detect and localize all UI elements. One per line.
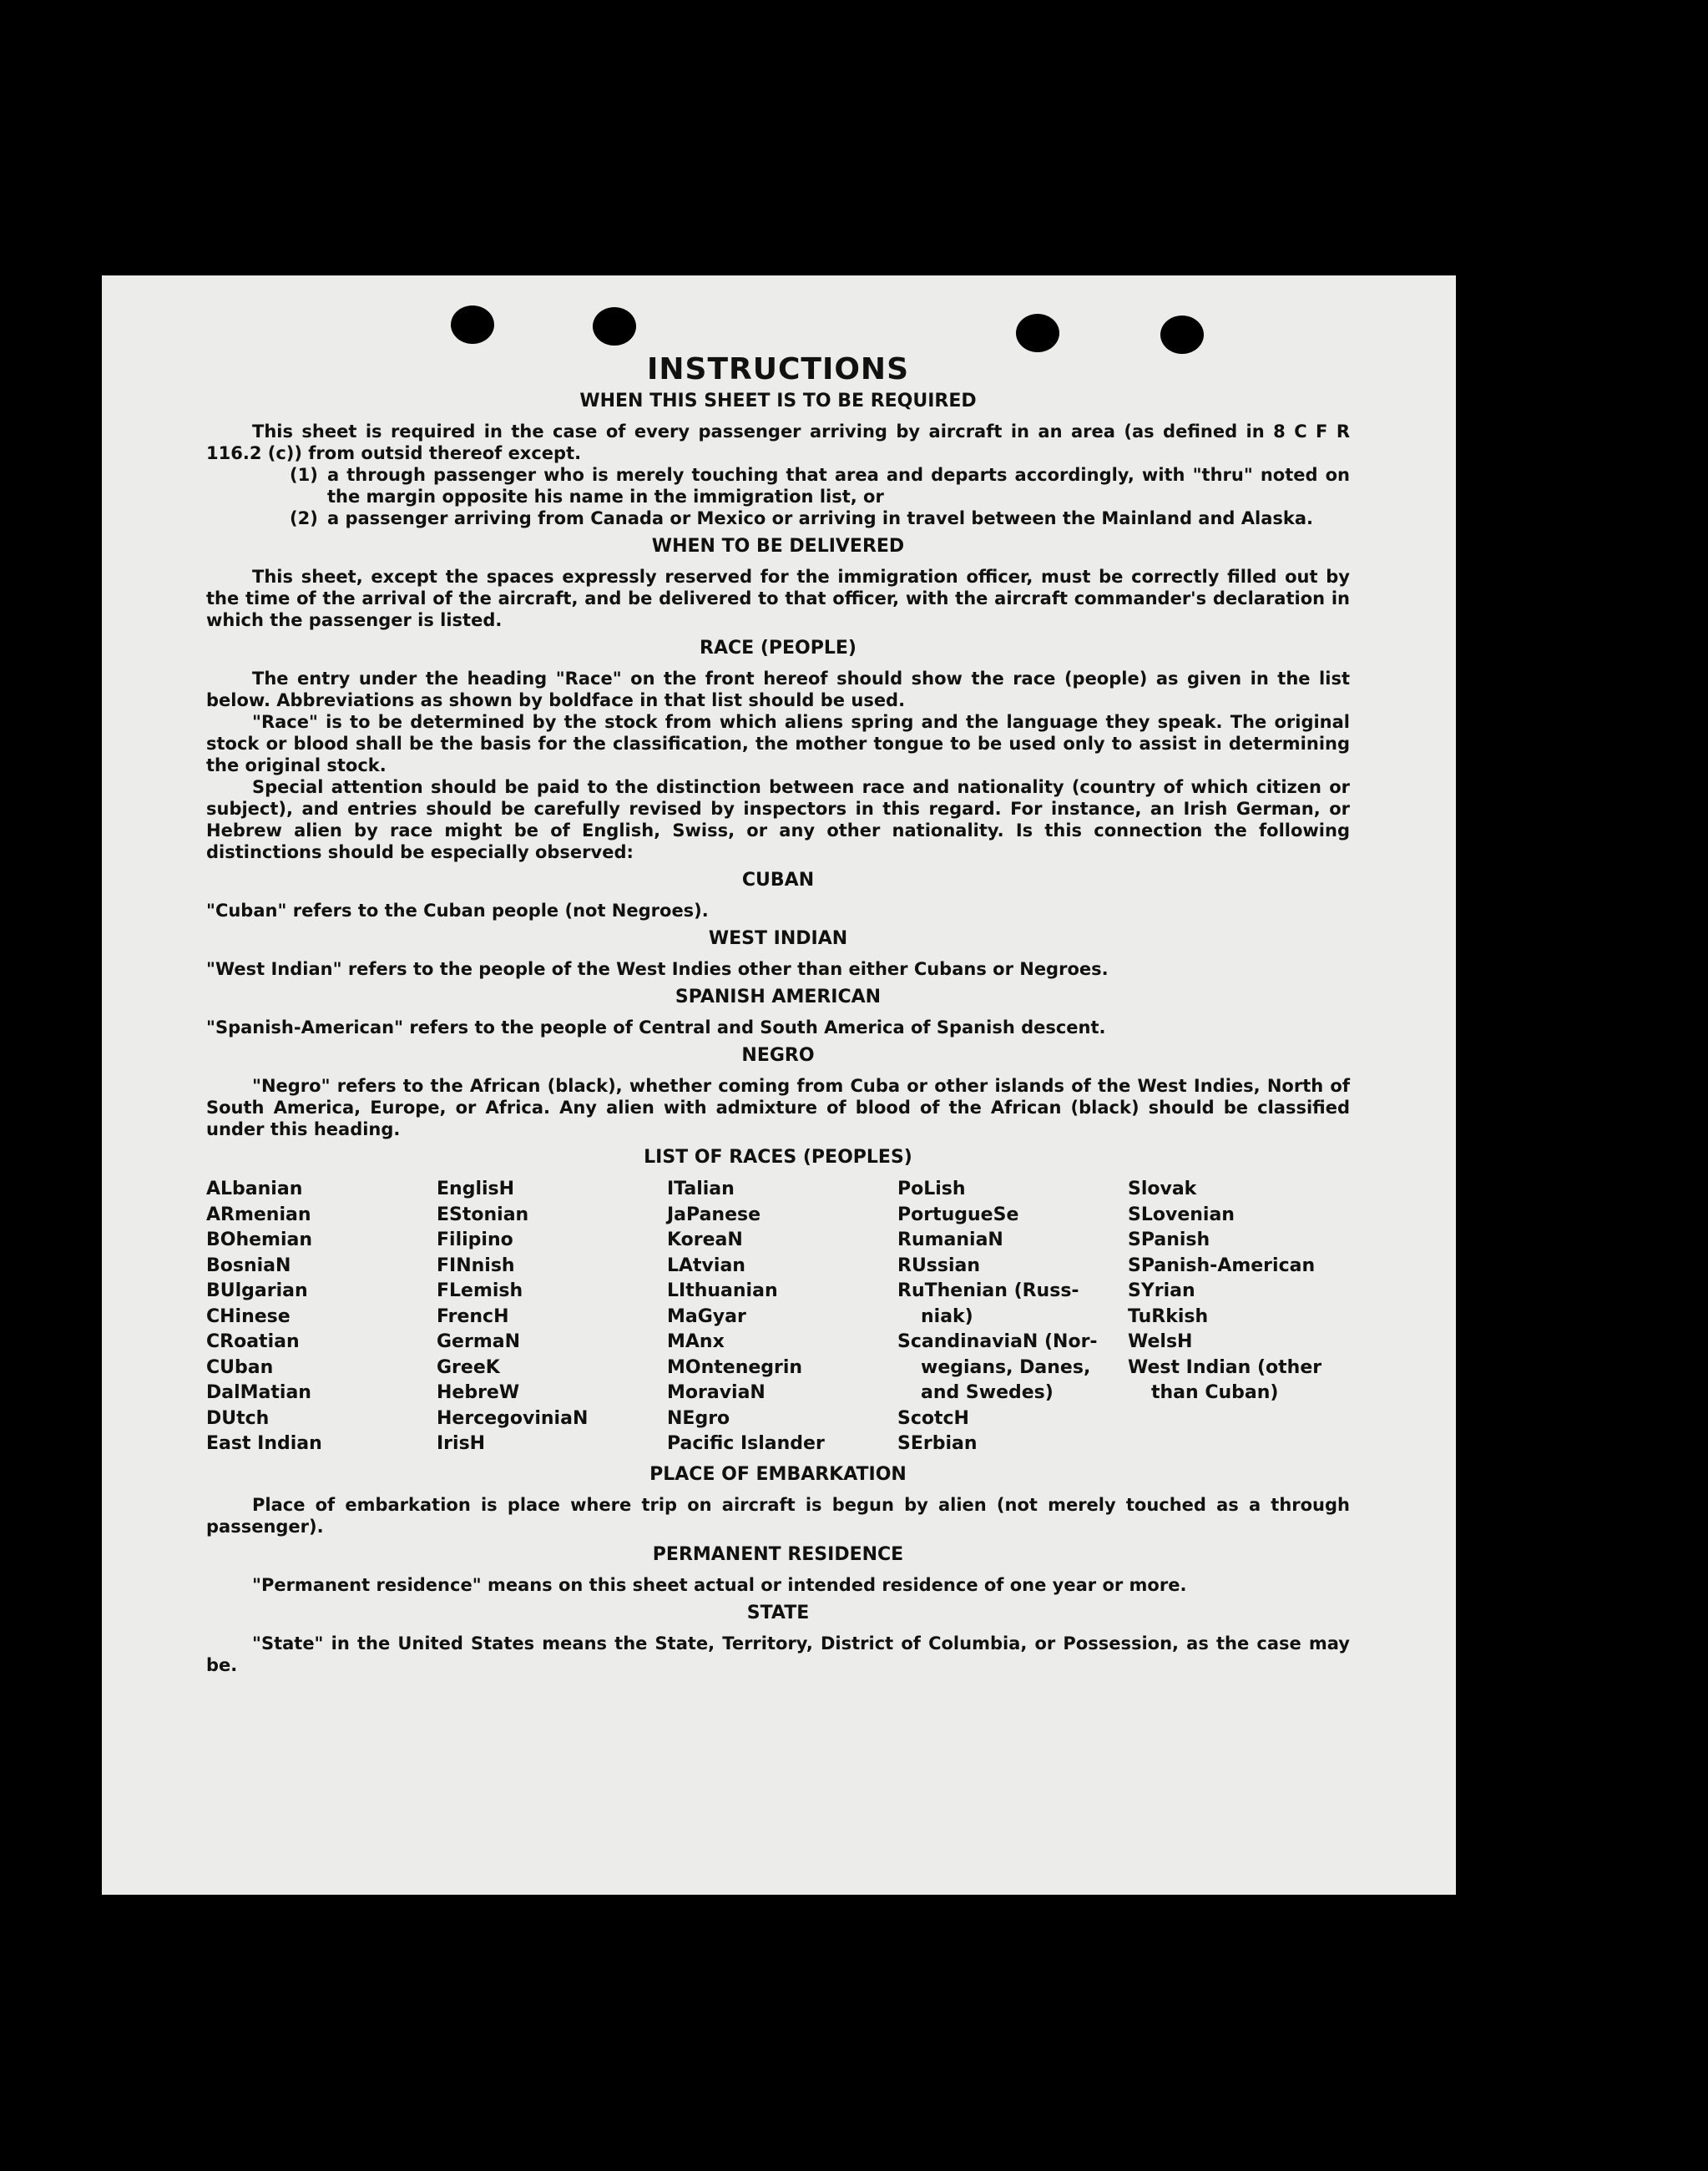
race-entry: and Swedes): [921, 1382, 1054, 1403]
paragraph: "Permanent residence" means on this sheet actual or intended residence of one year or more.: [252, 1574, 1187, 1595]
race-entry: PoLish: [897, 1179, 966, 1199]
paragraph: This sheet, except the spaces expressly reserved for the immigration officer, must be correctly filled out by the time of the arrival of the aircraft, and be delivered to that officer, with the aircraft commander's declaration in which the passenger is listed.: [206, 567, 1350, 630]
race-entry: SPanish: [1128, 1229, 1210, 1250]
race-entry: CHinese: [206, 1305, 291, 1327]
punch-hole: [451, 305, 494, 344]
section-heading: SPANISH AMERICAN: [675, 987, 882, 1007]
punch-hole: [1160, 316, 1204, 354]
section-heading: CUBAN: [741, 870, 815, 891]
race-entry: Slovak: [1128, 1179, 1197, 1199]
race-entry: ITalian: [667, 1179, 735, 1199]
race-entry: JaPanese: [667, 1204, 761, 1225]
race-entry: CUban: [206, 1356, 274, 1378]
race-entry: RUssian: [897, 1255, 981, 1276]
section-heading: WHEN TO BE DELIVERED: [651, 536, 905, 557]
paragraph: "Negro" refers to the African (black), whether coming from Cuba or other islands of the West Indies, North of South America, Europe, or Africa. Any alien with admixture of blood of the African (black) should be classified under this heading.: [206, 1076, 1350, 1139]
race-entry: FrencH: [437, 1305, 509, 1327]
races-column: [206, 1177, 437, 1457]
list-item-number: (1): [290, 465, 318, 485]
list-item-text: a through passenger who is merely touching that area and departs accordingly, with "thru" noted on the margin opposite his name in the immigration list, or: [327, 465, 1350, 507]
races-heading: LIST OF RACES (PEOPLES): [644, 1147, 912, 1168]
punch-hole: [593, 307, 636, 346]
list-item: [206, 464, 1350, 507]
race-entry: MaGyar: [667, 1305, 746, 1327]
section-heading: RACE (PEOPLE): [700, 638, 857, 659]
race-entry: wegians, Danes,: [921, 1356, 1091, 1378]
race-entry: IrisH: [437, 1433, 486, 1454]
paragraph: "State" in the United States means the State, Territory, District of Columbia, or Possession, as the case may be.: [206, 1633, 1350, 1675]
race-entry: DalMatian: [206, 1382, 311, 1403]
list-item: [206, 507, 1350, 529]
race-entry: HercegoviniaN: [437, 1407, 589, 1429]
race-entry: FLemish: [437, 1280, 523, 1301]
races-column: [437, 1177, 667, 1457]
race-entry: West Indian (other: [1128, 1356, 1322, 1378]
race-entry: RuThenian (Russ-: [897, 1280, 1079, 1301]
races-column: [897, 1177, 1128, 1457]
paragraph: Place of embarkation is place where trip on aircraft is begun by alien (not merely touched as a through passenger).: [206, 1494, 1350, 1537]
race-entry: SYrian: [1128, 1280, 1195, 1301]
paragraph: "Cuban" refers to the Cuban people (not Negroes).: [206, 901, 709, 921]
race-entry: SLovenian: [1128, 1204, 1235, 1225]
page-title: INSTRUCTIONS: [647, 352, 909, 386]
race-entry: ARmenian: [206, 1204, 311, 1225]
paragraph: "West Indian" refers to the people of the West Indies other than either Cubans or Negroes.: [206, 959, 1109, 979]
paragraph: This sheet is required in the case of every passenger arriving by aircraft in an area (as defined in 8 C F R 116.2 (c)) from outsid thereof except.: [206, 422, 1350, 463]
race-entry: DUtch: [206, 1407, 270, 1429]
race-entry: ScotcH: [897, 1407, 969, 1429]
section-heading: PLACE OF EMBARKATION: [649, 1463, 907, 1485]
section-heading: WHEN THIS SHEET IS TO BE REQUIRED: [579, 391, 977, 411]
race-entry: MAnx: [667, 1331, 725, 1352]
race-entry: PortugueSe: [897, 1204, 1019, 1225]
race-entry: NEgro: [667, 1407, 730, 1429]
race-entry: BosniaN: [206, 1255, 291, 1276]
race-entry: BOhemian: [206, 1229, 313, 1250]
races-column: [1128, 1177, 1347, 1457]
race-entry: than Cuban): [1151, 1382, 1279, 1403]
paragraph: Special attention should be paid to the distinction between race and nationality (country of which citizen or subject), and entries should be carefully revised by inspectors in this regard. For instance, an Irish German, or Hebrew alien by race might be of English, Swiss, or any other nationality. Is this connection the following distinctions should be especially observed:: [206, 777, 1350, 862]
section-heading: PERMANENT RESIDENCE: [652, 1543, 904, 1565]
race-entry: HebreW: [437, 1382, 520, 1403]
section-heading: WEST INDIAN: [708, 928, 848, 949]
race-entry: Pacific Islander: [667, 1433, 825, 1454]
race-entry: GreeK: [437, 1356, 500, 1378]
race-entry: MoraviaN: [667, 1382, 766, 1403]
paragraph: "Race" is to be determined by the stock from which aliens spring and the language they speak. The original stock or blood shall be the basis for the classification, the mother tongue to be used only to assist in determining the original stock.: [206, 712, 1350, 775]
race-entry: CRoatian: [206, 1331, 300, 1352]
races-column: [667, 1177, 897, 1457]
paragraph: "Spanish-American" refers to the people of Central and South America of Spanish descent.: [206, 1017, 1106, 1038]
race-entry: ALbanian: [206, 1179, 303, 1199]
list-item-number: (2): [290, 508, 318, 528]
race-entry: GermaN: [437, 1331, 521, 1352]
race-entry: FINnish: [437, 1255, 515, 1276]
section-heading: STATE: [746, 1602, 810, 1623]
race-entry: SPanish-American: [1128, 1255, 1316, 1276]
race-entry: niak): [921, 1305, 973, 1327]
races-list: [206, 1177, 1350, 1457]
race-entry: WelsH: [1128, 1331, 1193, 1352]
race-entry: BUlgarian: [206, 1280, 308, 1301]
list-item-text: a passenger arriving from Canada or Mexico or arriving in travel between the Mainland and Alaska.: [327, 508, 1313, 528]
race-entry: East Indian: [206, 1433, 322, 1454]
paragraph: The entry under the heading "Race" on the front hereof should show the race (people) as given in the list below. Abbreviations as shown by boldface in that list should be used.: [206, 669, 1350, 710]
document-sheet: [102, 275, 1456, 1895]
race-entry: EStonian: [437, 1204, 529, 1225]
race-entry: MOntenegrin: [667, 1356, 803, 1378]
race-entry: LIthuanian: [667, 1280, 778, 1301]
punch-hole: [1016, 314, 1059, 352]
section-heading: NEGRO: [741, 1045, 815, 1066]
instructions-content: [206, 351, 1350, 1676]
race-entry: ScandinaviaN (Nor-: [897, 1331, 1098, 1352]
race-entry: TuRkish: [1128, 1305, 1209, 1327]
race-entry: KoreaN: [667, 1229, 743, 1250]
race-entry: SErbian: [897, 1433, 978, 1454]
race-entry: RumaniaN: [897, 1229, 1003, 1250]
race-entry: Filipino: [437, 1229, 513, 1250]
race-entry: EnglisH: [437, 1179, 515, 1199]
race-entry: LAtvian: [667, 1255, 745, 1276]
